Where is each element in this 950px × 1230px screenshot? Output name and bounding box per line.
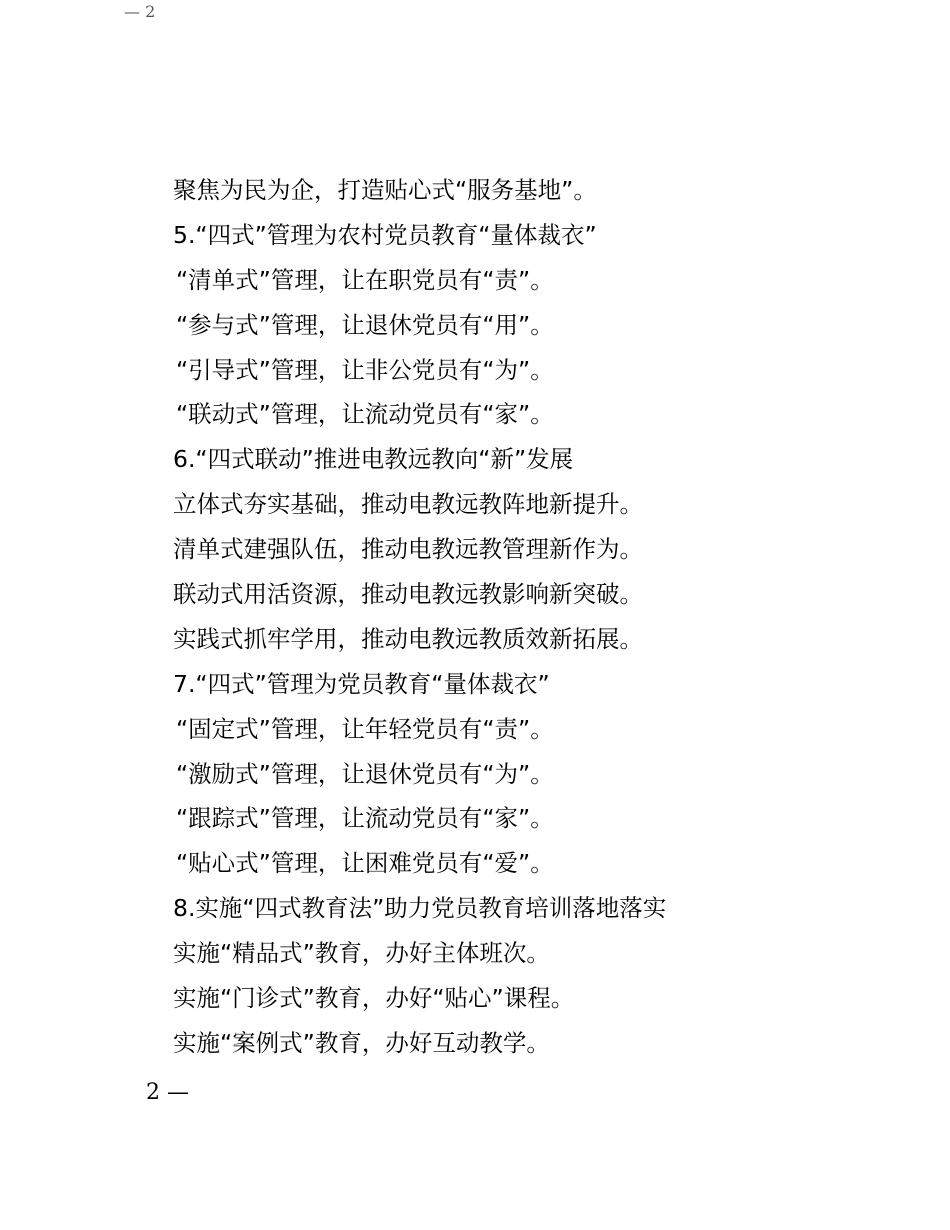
body-line: “固定式”管理，让年轻党员有“责”。 <box>176 714 554 743</box>
body-line: 立体式夯实基础，推动电教远教阵地新提升。 <box>173 490 643 519</box>
body-line: 联动式用活资源，推动电教远教影响新突破。 <box>173 580 643 609</box>
section-heading: 5.“四式”管理为农村党员教育“量体裁衣” <box>173 220 597 249</box>
page-header-number: — 2 <box>124 2 156 21</box>
body-line: “激励式”管理，让退休党员有“为”。 <box>176 759 554 788</box>
body-line: “跟踪式”管理，让流动党员有“家”。 <box>176 804 554 833</box>
body-line: “清单式”管理，让在职党员有“责”。 <box>176 265 554 294</box>
body-line: 实践式抓牢学用，推动电教远教质效新拓展。 <box>173 624 643 653</box>
body-line: 实施“门诊式”教育，办好“贴心”课程。 <box>173 984 575 1013</box>
body-line: “参与式”管理，让退休党员有“用”。 <box>176 310 554 339</box>
document-body <box>173 168 853 1066</box>
body-line: 聚焦为民为企，打造贴心式“服务基地”。 <box>173 176 597 204</box>
body-line: 实施“案例式”教育，办好互动教学。 <box>173 1028 550 1057</box>
body-line: 清单式建强队伍，推动电教远教管理新作为。 <box>173 535 643 564</box>
body-line: 实施“精品式”教育，办好主体班次。 <box>173 939 550 968</box>
section-heading: 6.“四式联动”推进电教远教向“新”发展 <box>173 445 574 474</box>
page-footer-number: 2 — <box>146 1080 189 1105</box>
body-line: “引导式”管理，让非公党员有“为”。 <box>176 355 554 384</box>
section-heading: 8.实施“四式教育法”助力党员教育培训落地落实 <box>173 894 667 923</box>
section-heading: 7.“四式”管理为党员教育“量体裁衣” <box>173 669 550 698</box>
body-line: “联动式”管理，让流动党员有“家”。 <box>176 400 554 429</box>
body-line: “贴心式”管理，让困难党员有“爱”。 <box>176 849 554 878</box>
